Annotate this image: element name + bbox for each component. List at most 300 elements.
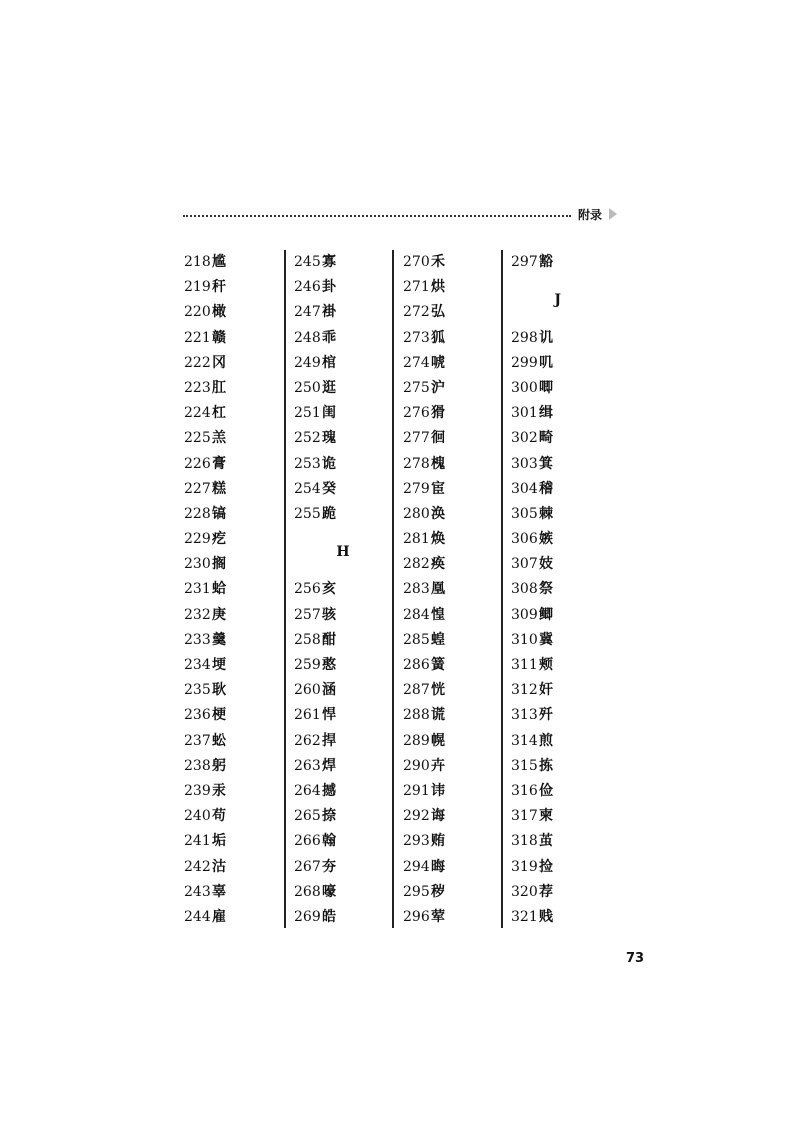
entry-character: 拣	[539, 757, 553, 774]
entry-number: 261	[294, 707, 321, 724]
entry-number: 318	[511, 833, 538, 850]
entry-number: 276	[403, 405, 430, 422]
entry-character: 亥	[322, 581, 336, 598]
entry-number: 317	[511, 808, 538, 825]
entry-character: 逛	[322, 379, 336, 396]
entry-number: 321	[511, 908, 538, 925]
entry-number: 283	[403, 581, 430, 598]
entry-number: 253	[294, 455, 321, 472]
right-arrow-icon	[609, 208, 617, 220]
entry-number: 247	[294, 304, 321, 321]
entry-character: 幌	[431, 732, 445, 749]
entry-character: 秽	[431, 883, 445, 900]
entry-number: 218	[184, 254, 211, 270]
entry-number: 267	[294, 858, 321, 875]
entry-character: 俭	[539, 782, 553, 799]
entry-character: 蚣	[212, 732, 226, 749]
entry-character: 跪	[322, 505, 336, 522]
entry-character: 皓	[322, 908, 336, 925]
entry-character: 槐	[431, 455, 445, 472]
index-entry	[511, 628, 591, 653]
index-entry	[184, 527, 280, 552]
entry-number: 242	[184, 858, 211, 875]
entry-number: 235	[184, 682, 211, 699]
entry-character: 垢	[212, 833, 226, 850]
index-entry	[403, 880, 502, 905]
index-entry	[294, 905, 392, 930]
entry-number: 224	[184, 405, 211, 422]
index-entry	[511, 250, 591, 275]
index-entry	[294, 452, 392, 477]
entry-number: 292	[403, 808, 430, 825]
index-entry	[184, 300, 280, 325]
entry-character: 颊	[539, 657, 553, 674]
index-column-2	[284, 250, 392, 928]
entry-number: 284	[403, 606, 430, 623]
index-entry	[511, 829, 591, 854]
index-entry	[511, 577, 591, 602]
index-entry	[511, 729, 591, 754]
entry-character: 焕	[431, 531, 445, 548]
index-entry	[403, 678, 502, 703]
index-entry	[184, 880, 280, 905]
entry-character: 夯	[322, 858, 336, 875]
index-entry	[294, 855, 392, 880]
entry-number: 226	[184, 455, 211, 472]
entry-character: 梗	[212, 707, 226, 724]
entry-number: 311	[511, 657, 538, 674]
entry-number: 301	[511, 405, 538, 422]
entry-number: 265	[294, 808, 321, 825]
index-entry	[184, 678, 280, 703]
entry-number: 257	[294, 606, 321, 623]
entry-number: 288	[403, 707, 430, 724]
index-column-4	[501, 250, 591, 928]
entry-character: 癸	[322, 480, 336, 497]
entry-number: 248	[294, 329, 321, 346]
entry-character: 捡	[539, 858, 553, 875]
index-entry	[294, 502, 392, 527]
entry-character: 耿	[212, 682, 226, 699]
entry-character: 茧	[539, 833, 553, 850]
entry-number: 250	[294, 379, 321, 396]
entry-number: 237	[184, 732, 211, 749]
index-entry	[294, 250, 392, 275]
index-entry	[511, 401, 591, 426]
entry-number: 286	[403, 657, 430, 673]
index-entry	[403, 855, 502, 880]
section-letter-heading: H	[336, 544, 350, 561]
entry-character: 悍	[322, 707, 336, 724]
entry-character: 荤	[431, 908, 445, 925]
entry-character: 贱	[539, 908, 553, 925]
index-entry	[511, 653, 591, 678]
entry-number: 223	[184, 379, 211, 396]
entry-character: 棘	[539, 505, 553, 522]
entry-number: 290	[403, 757, 430, 774]
entry-number: 271	[403, 279, 430, 296]
entry-character: 卉	[431, 757, 445, 774]
entry-character: 凰	[431, 581, 445, 598]
entry-character: 雇	[212, 908, 226, 925]
index-entry	[511, 452, 591, 477]
entry-number: 319	[511, 858, 538, 875]
entry-character: 埂	[212, 657, 226, 673]
entry-character: 沪	[431, 379, 445, 396]
entry-character: 搁	[212, 556, 226, 573]
entry-character: 诲	[431, 808, 445, 825]
entry-character: 乖	[322, 329, 336, 346]
entry-character: 讥	[539, 329, 553, 346]
entry-character: 羔	[212, 430, 226, 447]
entry-number: 259	[294, 657, 321, 674]
index-entry	[294, 376, 392, 401]
entry-number: 260	[294, 682, 321, 699]
entry-character: 尴	[212, 254, 226, 270]
index-entry	[184, 729, 280, 754]
entry-number: 320	[511, 883, 538, 900]
section-letter-heading: J	[554, 292, 561, 309]
index-entry	[511, 880, 591, 905]
entry-number: 280	[403, 505, 430, 522]
entry-number: 262	[294, 732, 321, 749]
index-entry	[511, 426, 591, 451]
index-entry	[184, 577, 280, 602]
index-entry	[294, 351, 392, 376]
entry-number: 295	[403, 883, 430, 900]
index-entry	[511, 477, 591, 502]
entry-number: 313	[511, 707, 538, 724]
index-entry	[294, 729, 392, 754]
entry-number: 296	[403, 908, 430, 925]
entry-number: 281	[403, 531, 430, 548]
entry-character: 惶	[431, 606, 445, 623]
entry-number: 225	[184, 430, 211, 447]
index-entry	[403, 703, 502, 728]
index-entry	[511, 905, 591, 930]
index-entry	[184, 326, 280, 351]
entry-character: 苟	[212, 808, 226, 825]
entry-number: 285	[403, 631, 430, 648]
index-entry	[184, 351, 280, 376]
index-entry	[511, 678, 591, 703]
entry-character: 晦	[431, 858, 445, 875]
entry-number: 236	[184, 707, 211, 724]
index-entry	[294, 477, 392, 502]
entry-number: 240	[184, 808, 211, 825]
entry-number: 268	[294, 883, 321, 900]
index-entry	[511, 703, 591, 728]
entry-number: 230	[184, 556, 211, 573]
entry-character: 谎	[431, 707, 445, 724]
entry-number: 263	[294, 757, 321, 774]
index-entry	[403, 779, 502, 804]
entry-character: 簧	[431, 657, 445, 673]
entry-character: 痪	[431, 556, 445, 573]
entry-character: 奸	[539, 682, 553, 699]
entry-character: 烘	[431, 279, 445, 296]
index-entry	[184, 502, 280, 527]
index-entry	[184, 703, 280, 728]
entry-number: 232	[184, 606, 211, 623]
index-entry	[511, 326, 591, 351]
entry-character: 贿	[431, 833, 445, 850]
index-entry	[294, 603, 392, 628]
entry-number: 275	[403, 379, 430, 396]
entry-number: 255	[294, 505, 321, 522]
index-entry	[403, 477, 502, 502]
index-entry	[184, 250, 280, 275]
entry-number: 221	[184, 329, 211, 346]
entry-character: 秆	[212, 279, 226, 296]
entry-number: 282	[403, 556, 430, 573]
entry-character: 沽	[212, 858, 226, 875]
entry-number: 298	[511, 329, 538, 346]
entry-number: 246	[294, 279, 321, 296]
entry-number: 228	[184, 505, 211, 522]
entry-number: 219	[184, 279, 211, 296]
entry-character: 羹	[212, 631, 226, 648]
entry-character: 冈	[212, 354, 226, 371]
entry-number: 316	[511, 782, 538, 799]
index-entry	[294, 804, 392, 829]
entry-character: 狐	[431, 329, 445, 346]
index-entry	[184, 426, 280, 451]
entry-character: 蝗	[431, 631, 445, 648]
index-entry	[403, 603, 502, 628]
index-entry	[403, 829, 502, 854]
index-entry	[403, 729, 502, 754]
index-entry	[403, 527, 502, 552]
index-entry	[511, 754, 591, 779]
entry-number: 222	[184, 354, 211, 371]
entry-character: 赣	[212, 329, 226, 346]
entry-character: 嚎	[322, 883, 336, 900]
index-entry	[294, 628, 392, 653]
index-entry	[184, 779, 280, 804]
entry-number: 239	[184, 782, 211, 799]
entry-number: 297	[511, 254, 538, 270]
entry-number: 269	[294, 908, 321, 925]
entry-character: 诡	[322, 455, 336, 472]
entry-number: 229	[184, 531, 211, 548]
entry-number: 234	[184, 657, 211, 673]
entry-character: 糕	[212, 480, 226, 497]
index-entry	[403, 326, 502, 351]
entry-character: 讳	[431, 782, 445, 799]
index-entry	[294, 703, 392, 728]
entry-number: 294	[403, 858, 430, 875]
entry-character: 徊	[431, 430, 445, 447]
entry-number: 251	[294, 405, 321, 422]
entry-number: 244	[184, 908, 211, 925]
index-entry	[184, 829, 280, 854]
index-entry	[511, 804, 591, 829]
entry-character: 骇	[322, 606, 336, 623]
entry-character: 歼	[539, 707, 553, 724]
entry-number: 308	[511, 581, 538, 598]
entry-character: 箕	[539, 455, 553, 472]
entry-character: 辜	[212, 883, 226, 900]
index-entry	[294, 653, 392, 678]
index-entry	[511, 351, 591, 376]
entry-character: 镐	[212, 505, 226, 522]
entry-character: 唬	[431, 354, 445, 371]
index-entry	[184, 477, 280, 502]
index-entry	[403, 552, 502, 577]
entry-number: 293	[403, 833, 430, 850]
index-entry	[184, 905, 280, 930]
entry-character: 卦	[322, 279, 336, 296]
entry-character: 闺	[322, 405, 336, 422]
entry-character: 妓	[539, 556, 553, 573]
entry-character: 嫉	[539, 531, 553, 548]
entry-character: 焊	[322, 757, 336, 774]
index-entry	[184, 603, 280, 628]
entry-character: 寡	[322, 254, 336, 270]
entry-character: 酣	[322, 631, 336, 648]
entry-number: 274	[403, 354, 430, 371]
entry-character: 祭	[539, 581, 553, 598]
entry-character: 杠	[212, 405, 226, 422]
entry-number: 231	[184, 581, 211, 598]
entry-number: 314	[511, 732, 538, 749]
entry-character: 涵	[322, 682, 336, 699]
entry-number: 302	[511, 430, 538, 447]
entry-character: 橄	[212, 304, 226, 321]
entry-number: 299	[511, 354, 538, 371]
entry-character: 宦	[431, 480, 445, 497]
entry-character: 翰	[322, 833, 336, 850]
index-entry	[184, 552, 280, 577]
entry-number: 312	[511, 682, 538, 699]
entry-number: 287	[403, 682, 430, 699]
entry-number: 220	[184, 304, 211, 321]
index-column-1	[184, 250, 280, 928]
index-entry	[184, 653, 280, 678]
index-entry	[294, 300, 392, 325]
entry-character: 稽	[539, 480, 553, 497]
index-entry	[403, 376, 502, 401]
entry-character: 瑰	[322, 430, 336, 447]
index-entry	[511, 603, 591, 628]
entry-number: 279	[403, 480, 430, 497]
index-entry	[403, 426, 502, 451]
index-entry	[294, 426, 392, 451]
entry-number: 272	[403, 304, 430, 321]
index-entry	[511, 552, 591, 577]
index-entry	[294, 829, 392, 854]
page-number: 73	[626, 951, 645, 966]
header-dotted-rule	[183, 215, 571, 217]
index-entry	[294, 754, 392, 779]
entry-character: 煎	[539, 732, 553, 749]
entry-character: 豁	[539, 254, 553, 270]
index-entry	[403, 300, 502, 325]
entry-character: 畸	[539, 430, 553, 447]
entry-number: 273	[403, 329, 430, 346]
entry-number: 304	[511, 480, 538, 497]
entry-character: 肛	[212, 379, 226, 396]
entry-character: 猾	[431, 405, 445, 422]
index-entry	[403, 577, 502, 602]
entry-character: 荐	[539, 883, 553, 900]
index-entry	[403, 275, 502, 300]
entry-number: 241	[184, 833, 211, 850]
index-entry	[294, 275, 392, 300]
index-entry	[184, 855, 280, 880]
index-entry	[403, 452, 502, 477]
index-entry	[403, 250, 502, 275]
index-entry	[403, 905, 502, 930]
entry-number: 245	[294, 254, 321, 270]
entry-character: 柬	[539, 808, 553, 825]
index-entry	[403, 653, 502, 678]
entry-character: 膏	[212, 455, 226, 472]
index-entry	[403, 351, 502, 376]
entry-number: 252	[294, 430, 321, 447]
entry-number: 303	[511, 455, 538, 472]
entry-number: 310	[511, 631, 538, 648]
entry-number: 300	[511, 379, 538, 396]
index-entry	[184, 452, 280, 477]
index-entry	[294, 779, 392, 804]
entry-number: 291	[403, 782, 430, 799]
index-entry	[294, 577, 392, 602]
entry-character: 躬	[212, 757, 226, 774]
entry-character: 蛤	[212, 581, 226, 598]
index-entry	[184, 628, 280, 653]
index-entry	[403, 804, 502, 829]
header-section-label: 附录	[578, 208, 603, 222]
index-entry	[511, 376, 591, 401]
entry-character: 禾	[431, 254, 445, 270]
entry-number: 306	[511, 531, 538, 548]
index-entry	[403, 754, 502, 779]
entry-number: 315	[511, 757, 538, 774]
entry-character: 弘	[431, 304, 445, 321]
index-entry	[294, 880, 392, 905]
entry-number: 270	[403, 254, 430, 270]
entry-character: 褂	[322, 304, 336, 321]
entry-number: 256	[294, 581, 321, 598]
entry-character: 憨	[322, 657, 336, 674]
entry-number: 249	[294, 354, 321, 371]
entry-character: 叽	[539, 354, 553, 371]
entry-number: 227	[184, 480, 211, 497]
entry-character: 涣	[431, 505, 445, 522]
index-entry	[184, 754, 280, 779]
index-entry	[184, 275, 280, 300]
index-entry	[511, 855, 591, 880]
index-entry	[294, 678, 392, 703]
entry-character: 鲫	[539, 606, 553, 623]
index-entry	[403, 502, 502, 527]
entry-character: 唧	[539, 379, 553, 396]
index-entry	[184, 376, 280, 401]
entry-number: 289	[403, 732, 430, 749]
entry-number: 243	[184, 883, 211, 900]
entry-character: 庚	[212, 606, 226, 623]
index-entry	[403, 401, 502, 426]
entry-number: 238	[184, 757, 211, 774]
index-entry	[511, 779, 591, 804]
entry-character: 冀	[539, 631, 553, 648]
entry-character: 恍	[431, 682, 445, 699]
index-column-3	[392, 250, 502, 928]
index-entry	[294, 326, 392, 351]
entry-number: 258	[294, 631, 321, 648]
